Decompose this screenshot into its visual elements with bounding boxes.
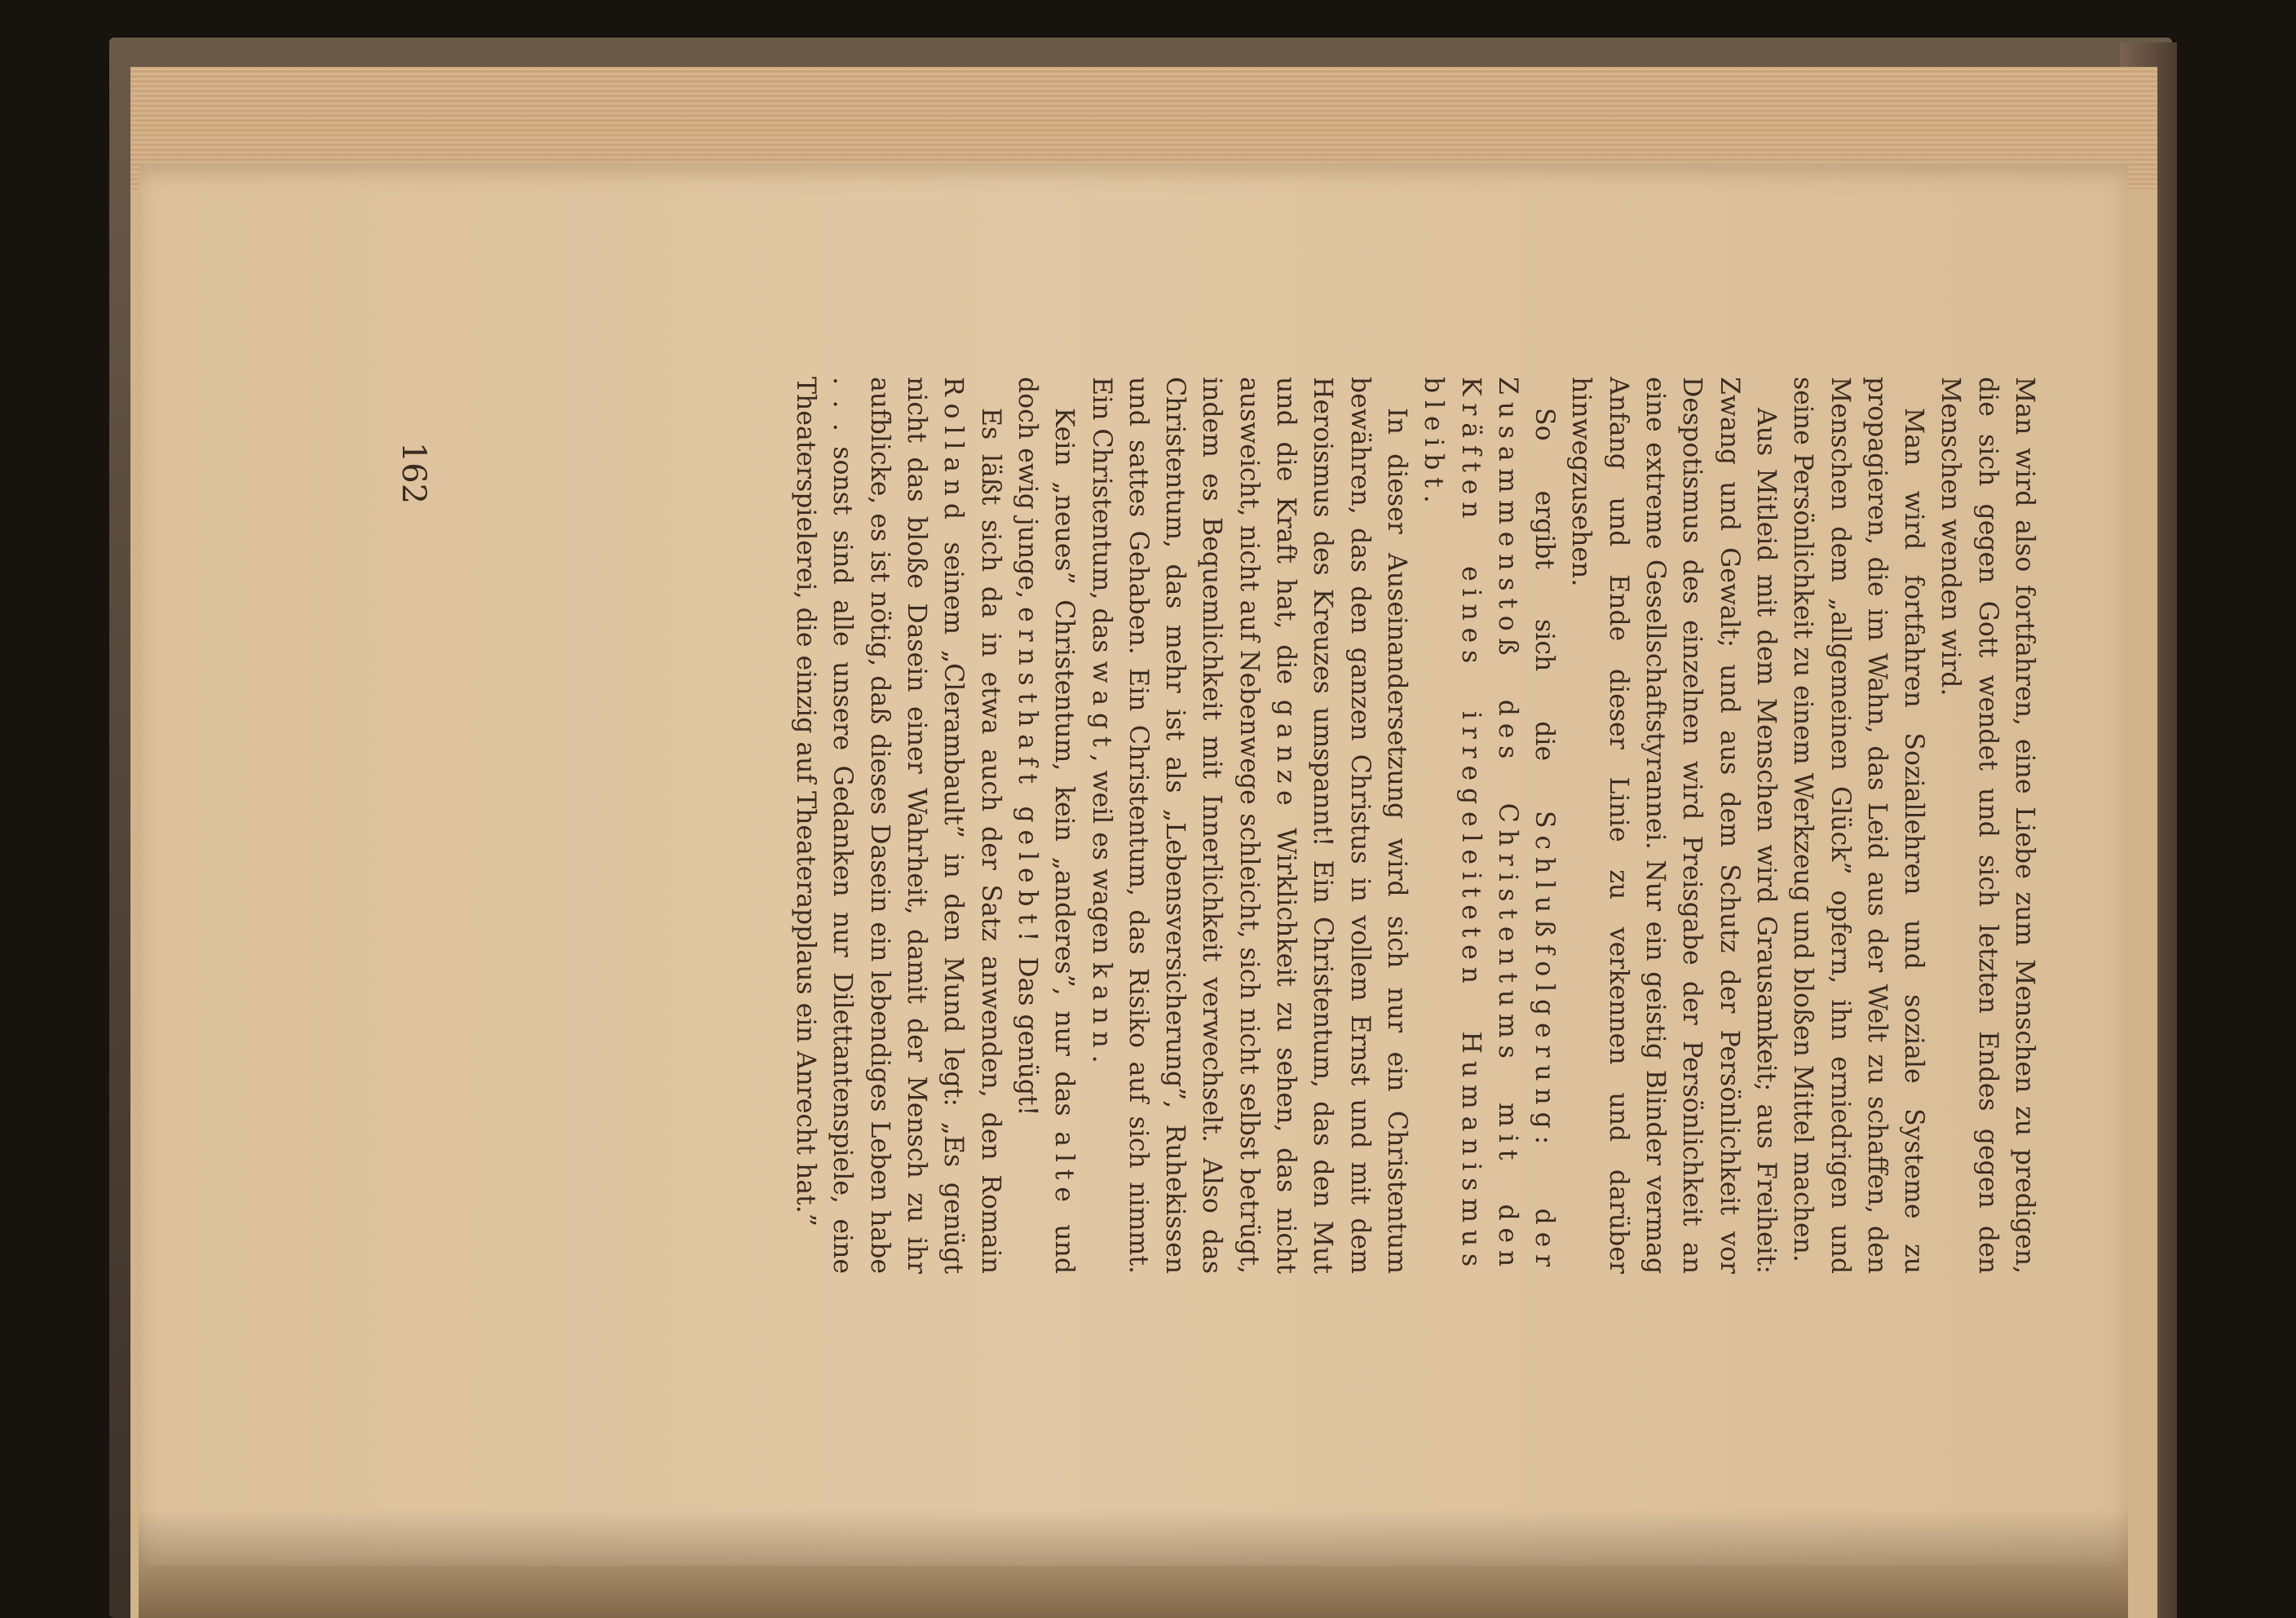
page-gutter-shadow [139, 1509, 2128, 1618]
paragraph: Aus Mitleid mit dem Menschen wird Grausamkeit; aus Freiheit: Zwang und Gewalt; und aus dem Schutz der Persönlichkeit vor Despotismus des einzelnen wird Preisgabe der Persönlichkeit an eine extreme Gesellschaftstyrannei. Nur ein geistig Blinder vermag Anfang und Ende dieser Linie zu verkennen und darüber hinwegzusehen. [1566, 377, 1781, 1274]
paragraph [1415, 377, 1562, 1274]
paragraph: Man wird also fortfahren, eine Liebe zum Menschen zu predigen, die sich gegen Gott wendet und sich letzten Endes gegen den Menschen wenden wird. [1936, 377, 2039, 1274]
page-text [298, 377, 2042, 1274]
spaced-emphasis: Schlußfolgerung: der Zusammenstoß des Christentums mit den Kräften eines irregeleiteten Humanismus bleibt. [1419, 377, 1560, 1274]
text-run: seinem „Clerambault” in den Mund legt: „Es genügt nicht das bloße Dasein einer Wahrheit, damit der Mensch zu ihr aufblicke, es ist nötig, daß dieses Dasein ein lebendiges Leben habe . . . sonst sind alle unsere Gedanken nur Dilettantenspiele, eine Theaterspielerei, die einzig auf Theaterapplaus ein Anrecht hat.” [791, 377, 969, 1274]
paragraph: Man wird fortfahren Soziallehren und soziale Systeme zu propagieren, die im Wahn, das Leid aus der Welt zu schaffen, den Menschen dem „allgemeinen Glück” opfern, ihn erniedrigen und seine Persönlichkeit zu einem Werkzeug und bloßen Mittel machen. [1788, 377, 1929, 1274]
text-run: Das genügt! [1012, 948, 1042, 1116]
page-number: 162 [395, 441, 432, 505]
spaced-emphasis: wagt [1086, 661, 1116, 754]
paragraph [1082, 377, 1415, 1274]
spaced-emphasis: kann. [1086, 962, 1116, 1071]
text-run: , weil es wagen [1086, 754, 1116, 962]
text-run: Wirklichkeit zu sehen, das nicht ausweicht, nicht auf Nebenwege schleicht, sich nicht selbst betrügt, indem es Bequemlichkeit mit Innerlichkeit verwechselt. Also das Christentum, das mehr ist als „Lebensversicherung”, Ruhekissen und sattes Gehaben. Ein Christentum, das Risiko auf sich nimmt. Ein Christentum, das [1086, 377, 1301, 1274]
spaced-emphasis: ganze [1271, 699, 1301, 813]
paragraph [787, 377, 1009, 1274]
spaced-emphasis: alte [1049, 1131, 1080, 1209]
text-run: So ergibt sich die [1530, 408, 1560, 811]
text-run: Kein „neues” Christentum, kein „anderes”, nur das [1049, 408, 1080, 1132]
spaced-emphasis: Rolland [938, 377, 969, 527]
text-run: In dieser Auseinandersetzung wird sich nur ein Christentum bewähren, das den ganzen Christus in vollem Ernst und mit dem Heroismus des Kreuzes umspannt! Ein Christentum, das den Mut und die Kraft hat, die [1271, 377, 1411, 1274]
text-run: und doch ewig junge, [1012, 377, 1080, 1274]
paragraph [1009, 377, 1083, 1274]
spaced-emphasis: ernsthaft gelebt! [1012, 607, 1042, 949]
text-run: Es läßt sich da in etwa auch der Satz anwenden, den Romain [975, 408, 1005, 1274]
